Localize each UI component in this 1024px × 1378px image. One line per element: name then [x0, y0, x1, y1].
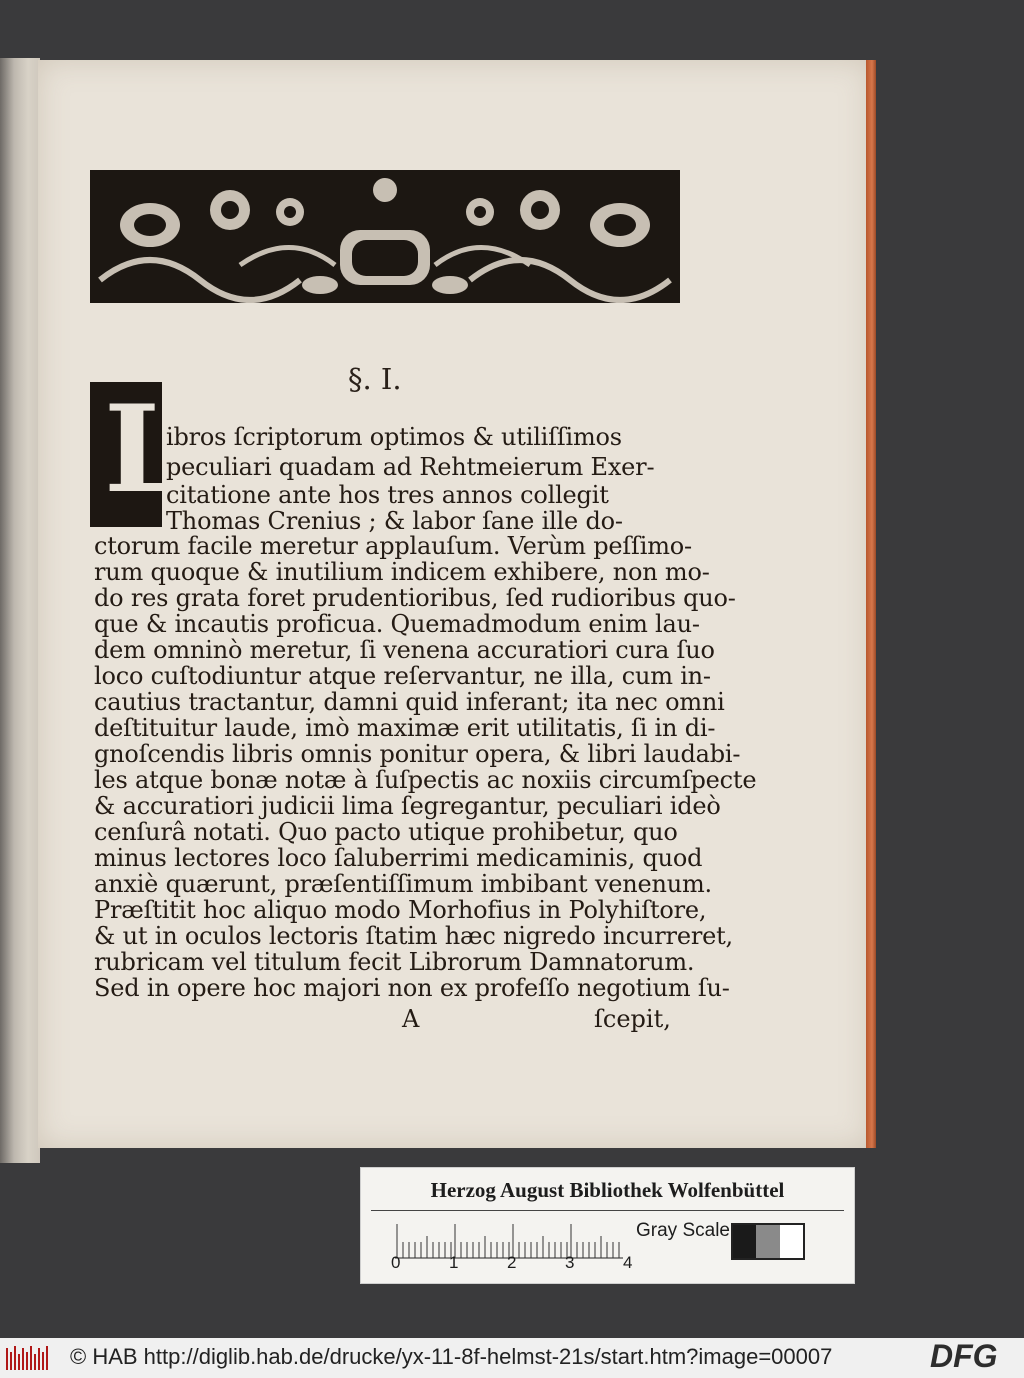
book-binding-edge [0, 58, 40, 1163]
text-line: rubricam vel titulum fecit Librorum Damnatorum. [94, 948, 695, 976]
gray-scale-label: Gray Scale [636, 1220, 730, 1241]
text-line: Thomas Crenius ; & labor ſane ille do- [166, 507, 623, 535]
ruler-number: 2 [507, 1253, 517, 1272]
gray-scale-swatches [731, 1223, 805, 1260]
text-line: ibros ſcriptorum optimos & utiliſſimos [166, 423, 622, 451]
text-line: deſtituitur laude, imò maximæ erit utilitatis, ſi in di- [94, 714, 716, 742]
text-line: do res grata foret prudentioribus, ſed rudioribus quo- [94, 584, 736, 612]
signature-mark: A [402, 1005, 420, 1033]
ruler-number: 3 [565, 1253, 575, 1272]
initial-letter: L [104, 379, 189, 520]
card-divider [371, 1210, 844, 1211]
text-line: Præſtitit hoc aliquo modo Morhofius in Polyhiſtore, [94, 896, 707, 924]
text-line: minus lectores loco ſaluberrimi medicaminis, quod [94, 844, 703, 872]
text-line: que & incautis proficua. Quemadmodum enim lau- [94, 610, 700, 638]
text-line: peculiari quadam ad Rehtmeierum Exer- [166, 453, 655, 481]
text-line: cenſurâ notati. Quo pacto utique prohibetur, quo [94, 818, 678, 846]
text-line: cautius tractantur, damni quid inferant; ita nec omni [94, 688, 725, 716]
color-scale-card [360, 1167, 855, 1284]
text-line: & ut in oculos lectoris ſtatim hæc nigredo incurreret, [94, 922, 733, 950]
ruler-number: 0 [391, 1253, 401, 1272]
gray-swatch [780, 1225, 803, 1258]
section-heading: §. I. [348, 362, 402, 396]
page-red-edge [866, 60, 876, 1148]
text-line: gnoſcendis libris omnis ponitur opera, & libri laudabi- [94, 740, 741, 768]
ruler-number: 1 [449, 1253, 459, 1272]
text-line: ctorum facile meretur applauſum. Verùm peſſimo- [94, 532, 692, 560]
dfg-logo: DFG [930, 1338, 998, 1374]
catchword: ſcepit, [594, 1005, 671, 1033]
text-line: loco cuſtodiuntur atque reſervantur, ne illa, cum in- [94, 662, 711, 690]
library-name: Herzog August Bibliothek Wolfenbüttel [430, 1178, 785, 1202]
gray-swatch [733, 1225, 756, 1258]
text-line: rum quoque & inutilium indicem exhibere, non mo- [94, 558, 710, 586]
footer-bar [0, 1338, 1024, 1378]
text-line: Sed in opere hoc majori non ex profeſſo negotium ſu- [94, 974, 730, 1002]
text-line: les atque bonæ notæ à ſuſpectis ac noxiis circumſpecte [94, 766, 757, 794]
source-url[interactable]: © HAB http://diglib.hab.de/drucke/yx-11-8f-helmst-21s/start.htm?image=00007 [70, 1344, 833, 1369]
gray-swatch [756, 1225, 779, 1258]
text-line: & accuratiori judicii lima ſegregantur, peculiari ideò [94, 792, 721, 820]
decorated-initial [90, 379, 189, 527]
barcode-icon [6, 1344, 50, 1372]
ruler-number: 4 [623, 1253, 633, 1272]
ornamental-headpiece [90, 170, 680, 303]
text-line: dem omninò meretur, ſi venena accuratiori cura ſuo [94, 636, 715, 664]
text-line: anxiè quærunt, præſentiſſimum imbibant venenum. [94, 870, 712, 898]
text-line: citatione ante hos tres annos collegit [166, 481, 609, 509]
